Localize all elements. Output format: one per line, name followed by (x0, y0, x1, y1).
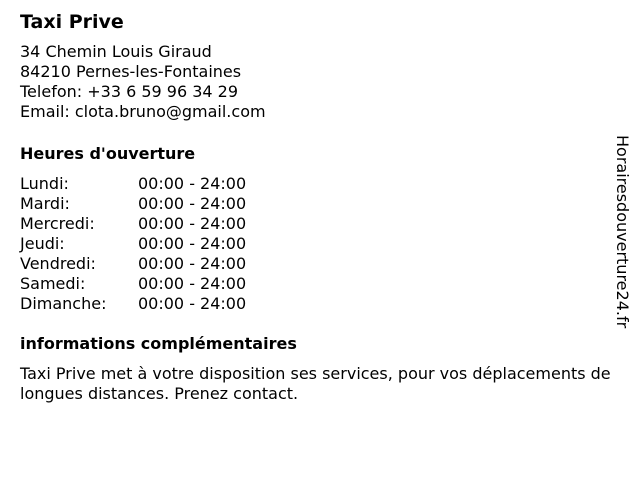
business-name: Taxi Prive (20, 11, 124, 33)
hours-row-friday (20, 254, 620, 274)
additional-info-heading: informations complémentaires (20, 334, 297, 353)
day-label: Dimanche: (20, 294, 107, 313)
email-address: Email: clota.bruno@gmail.com (20, 102, 266, 121)
hours-row-wednesday (20, 214, 620, 234)
hours-row-tuesday (20, 194, 620, 214)
address-street: 34 Chemin Louis Giraud (20, 42, 212, 61)
site-watermark: Horairesdouverture24.fr (613, 135, 632, 329)
day-label: Jeudi: (20, 234, 65, 253)
day-label: Vendredi: (20, 254, 96, 273)
time-range: 00:00 - 24:00 (138, 194, 247, 213)
day-label: Mardi: (20, 194, 70, 213)
hours-row-thursday (20, 234, 620, 254)
hours-row-sunday (20, 294, 620, 314)
time-range: 00:00 - 24:00 (138, 294, 247, 313)
day-label: Lundi: (20, 174, 69, 193)
time-range: 00:00 - 24:00 (138, 254, 247, 273)
time-range: 00:00 - 24:00 (138, 214, 247, 233)
hours-row-saturday (20, 274, 620, 294)
time-range: 00:00 - 24:00 (138, 274, 247, 293)
business-card (20, 10, 620, 404)
opening-hours-heading: Heures d'ouverture (20, 144, 196, 163)
day-label: Mercredi: (20, 214, 95, 233)
phone-number: Telefon: +33 6 59 96 34 29 (20, 82, 239, 101)
address-city: 84210 Pernes-les-Fontaines (20, 62, 242, 81)
day-label: Samedi: (20, 274, 86, 293)
time-range: 00:00 - 24:00 (138, 234, 247, 253)
time-range: 00:00 - 24:00 (138, 174, 247, 193)
additional-info-text: Taxi Prive met à votre disposition ses services, pour vos déplacements de longues distances. Prenez contact. (20, 364, 611, 403)
contact-block (20, 42, 620, 122)
opening-hours-table (20, 174, 620, 314)
hours-row-monday (20, 174, 620, 194)
